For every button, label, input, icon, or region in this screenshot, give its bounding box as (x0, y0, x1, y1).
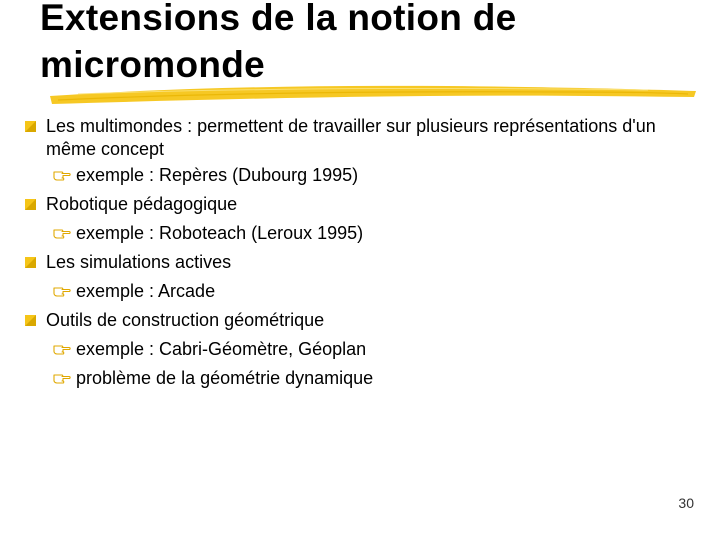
pointing-hand-icon (53, 342, 71, 356)
sub-item-text: exemple : Cabri-Géomètre, Géoplan (76, 339, 367, 359)
pointing-hand-icon (53, 371, 71, 385)
sub-item-text: exemple : Repères (Dubourg 1995) (76, 165, 359, 185)
sub-item (22, 161, 702, 190)
square-bullet-icon (25, 199, 36, 210)
sub-item-text: exemple : Roboteach (Leroux 1995) (76, 223, 364, 243)
bullet-item (22, 306, 702, 335)
page-number: 30 (678, 495, 694, 511)
bullet-text: Les simulations actives (46, 252, 232, 272)
bullet-text: Outils de construction géométrique (46, 310, 325, 330)
pointing-hand-icon (53, 168, 71, 182)
sub-item-text: exemple : Arcade (76, 281, 216, 301)
square-bullet-icon (25, 257, 36, 268)
bullet-item (22, 248, 702, 277)
title-underline-brushstroke (48, 82, 698, 108)
sub-item (22, 219, 702, 248)
sub-item (22, 277, 702, 306)
sub-item (22, 335, 702, 364)
sub-item-text: problème de la géométrie dynamique (76, 368, 374, 388)
bullet-item (22, 112, 702, 161)
square-bullet-icon (25, 121, 36, 132)
bullet-item (22, 190, 702, 219)
square-bullet-icon (25, 315, 36, 326)
sub-item (22, 364, 702, 393)
bullet-text: Les multimondes : permettent de travailler sur plusieurs représentations d'un même concept (46, 116, 656, 159)
pointing-hand-icon (53, 284, 71, 298)
bullet-list (22, 112, 702, 393)
pointing-hand-icon (53, 226, 71, 240)
slide-title: Extensions de la notion de micromonde (40, 0, 517, 85)
bullet-text: Robotique pédagogique (46, 194, 238, 214)
